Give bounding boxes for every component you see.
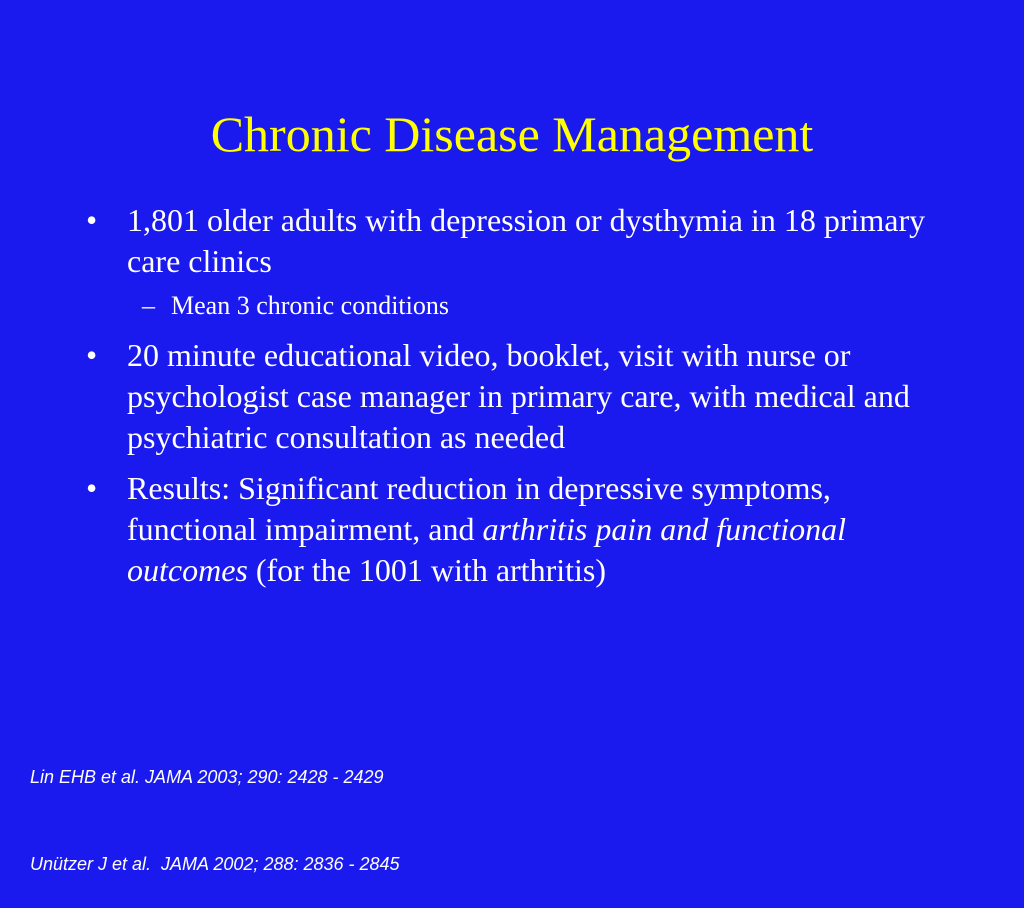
bullet-marker: •	[86, 202, 98, 238]
bullet-item-intervention	[82, 335, 962, 458]
references	[30, 705, 400, 908]
reference-line: Unützer J et al. JAMA 2002; 288: 2836 - 2845	[30, 854, 400, 874]
sub-bullet-text: Mean 3 chronic conditions	[171, 291, 449, 320]
bullet-marker: •	[86, 337, 98, 373]
bullet-item-results	[82, 468, 962, 591]
reference-line: Lin EHB et al. JAMA 2003; 290: 2428 - 2429	[30, 767, 384, 787]
slide-title: Chronic Disease Management	[210, 106, 814, 162]
bullet-text-before: Results: Significant reduction in depressive symptoms, functional impairment, and	[127, 470, 831, 547]
bullet-text: 1,801 older adults with depression or dysthymia in 18 primary care clinics	[127, 202, 926, 279]
bullet-text: 20 minute educational video, booklet, visit with nurse or psychologist case manager in primary care, with medical and psychiatric consultation as needed	[127, 337, 910, 455]
sub-bullet-marker: –	[142, 291, 155, 320]
bullet-item-participants	[82, 200, 962, 282]
bullet-text-emphasis: arthritis pain and functional outcomes	[127, 511, 847, 588]
sub-bullet-chronic-conditions	[82, 289, 962, 323]
bullet-list	[82, 200, 962, 601]
bullet-marker: •	[86, 470, 98, 506]
bullet-text-after: (for the 1001 with arthritis)	[247, 552, 606, 588]
